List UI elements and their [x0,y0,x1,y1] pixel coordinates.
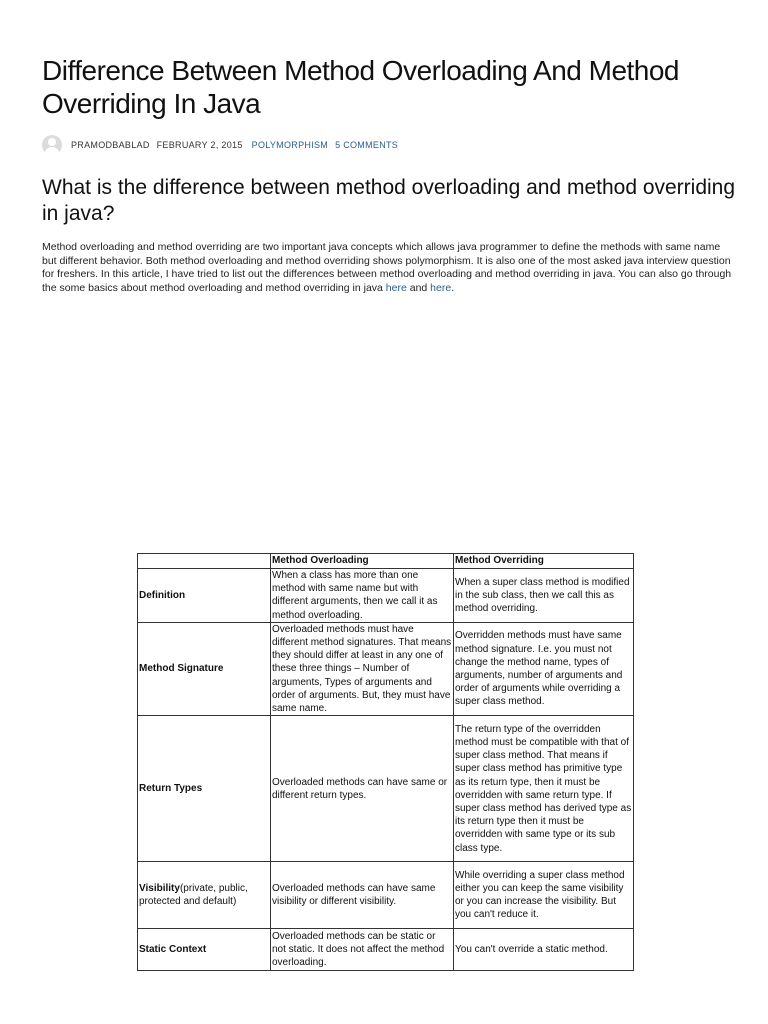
overriding-cell: You can't override a static method. [454,929,634,971]
row-label-text: Return Types [139,783,203,795]
table-row [138,862,634,929]
overriding-cell: The return type of the overridden method must be compatible with that of super class method. That means if super class method has primitive type as its return type, then it must be overridden with same return type. If super class method has derived type as its return type then it must be overridden with same type or its sub class type. [454,716,634,862]
author-link[interactable]: PRAMODBABLAD [71,140,150,150]
row-label [138,569,271,623]
overloading-cell: Overloaded methods can be static or not static. It does not affect the method overloading. [271,929,454,971]
overloading-cell: Overloaded methods can have same or different return types. [271,716,454,862]
header-method-overriding: Method Overriding [454,554,634,569]
here-link-1[interactable]: here [385,281,407,294]
overloading-cell: Overloaded methods must have different method signatures. That means they should differ at least in any one of these three things – Number of arguments, Types of arguments and order of arguments. But, they must have same name. [271,622,454,715]
intro-and: and [406,281,431,294]
here-link-2[interactable]: here [430,281,452,294]
row-label-text: Definition [139,589,186,601]
table-row [138,929,634,971]
row-label [138,862,271,929]
row-label-extra: (private, public, protected and default) [139,883,248,908]
intro-end: . [451,281,455,294]
row-label-text: Static Context [139,944,207,956]
overriding-cell: When a super class method is modified in the sub class, then we call this as method overriding. [454,569,634,623]
comparison-table [137,553,634,971]
overriding-cell: Overridden methods must have same method signature. I.e. you must not change the method name, types of arguments, number of arguments and order of arguments while overriding a super class method. [454,622,634,715]
row-label [138,929,271,971]
avatar-head-shape [48,138,56,146]
row-label [138,622,271,715]
comments-link[interactable]: 5 COMMENTS [335,140,399,150]
table-row [138,716,634,862]
avatar[interactable] [42,135,62,155]
intro-text: Method overloading and method overriding are two important java concepts which allows java programmer to define the methods with same name but different behavior. Both method overloading and method overriding shows polymorphism. It is also one of the most asked java interview question for freshers. In this article, I have tried to list out the differences between method overloading and method overriding in java. You can also go through the some basics about method overloading and method overriding in java [42,241,732,294]
avatar-body-shape [45,147,59,155]
post-date: FEBRUARY 2, 2015 [156,140,243,150]
table-row [138,569,634,623]
header-method-overloading: Method Overloading [271,554,454,569]
category-link[interactable]: POLYMORPHISM [251,140,329,150]
row-label-text: Method Signature [139,663,224,675]
row-label-text: Visibility [139,883,180,895]
overriding-cell: While overriding a super class method either you can keep the same visibility or you can increase the visibility. But you can't reduce it. [454,862,634,929]
page-title: Difference Between Method Overloading And Method Overriding In Java [42,55,680,119]
intro-paragraph [42,241,732,295]
header-empty-cell [138,554,271,569]
table-header-row [138,554,634,569]
overloading-cell: Overloaded methods can have same visibility or different visibility. [271,862,454,929]
overloading-cell: When a class has more than one method with same name but with different arguments, then we call it as method overloading. [271,569,454,623]
section-heading: What is the difference between method overloading and method overriding in java? [42,176,736,225]
post-meta [42,135,398,155]
table-row [138,622,634,715]
row-label [138,716,271,862]
